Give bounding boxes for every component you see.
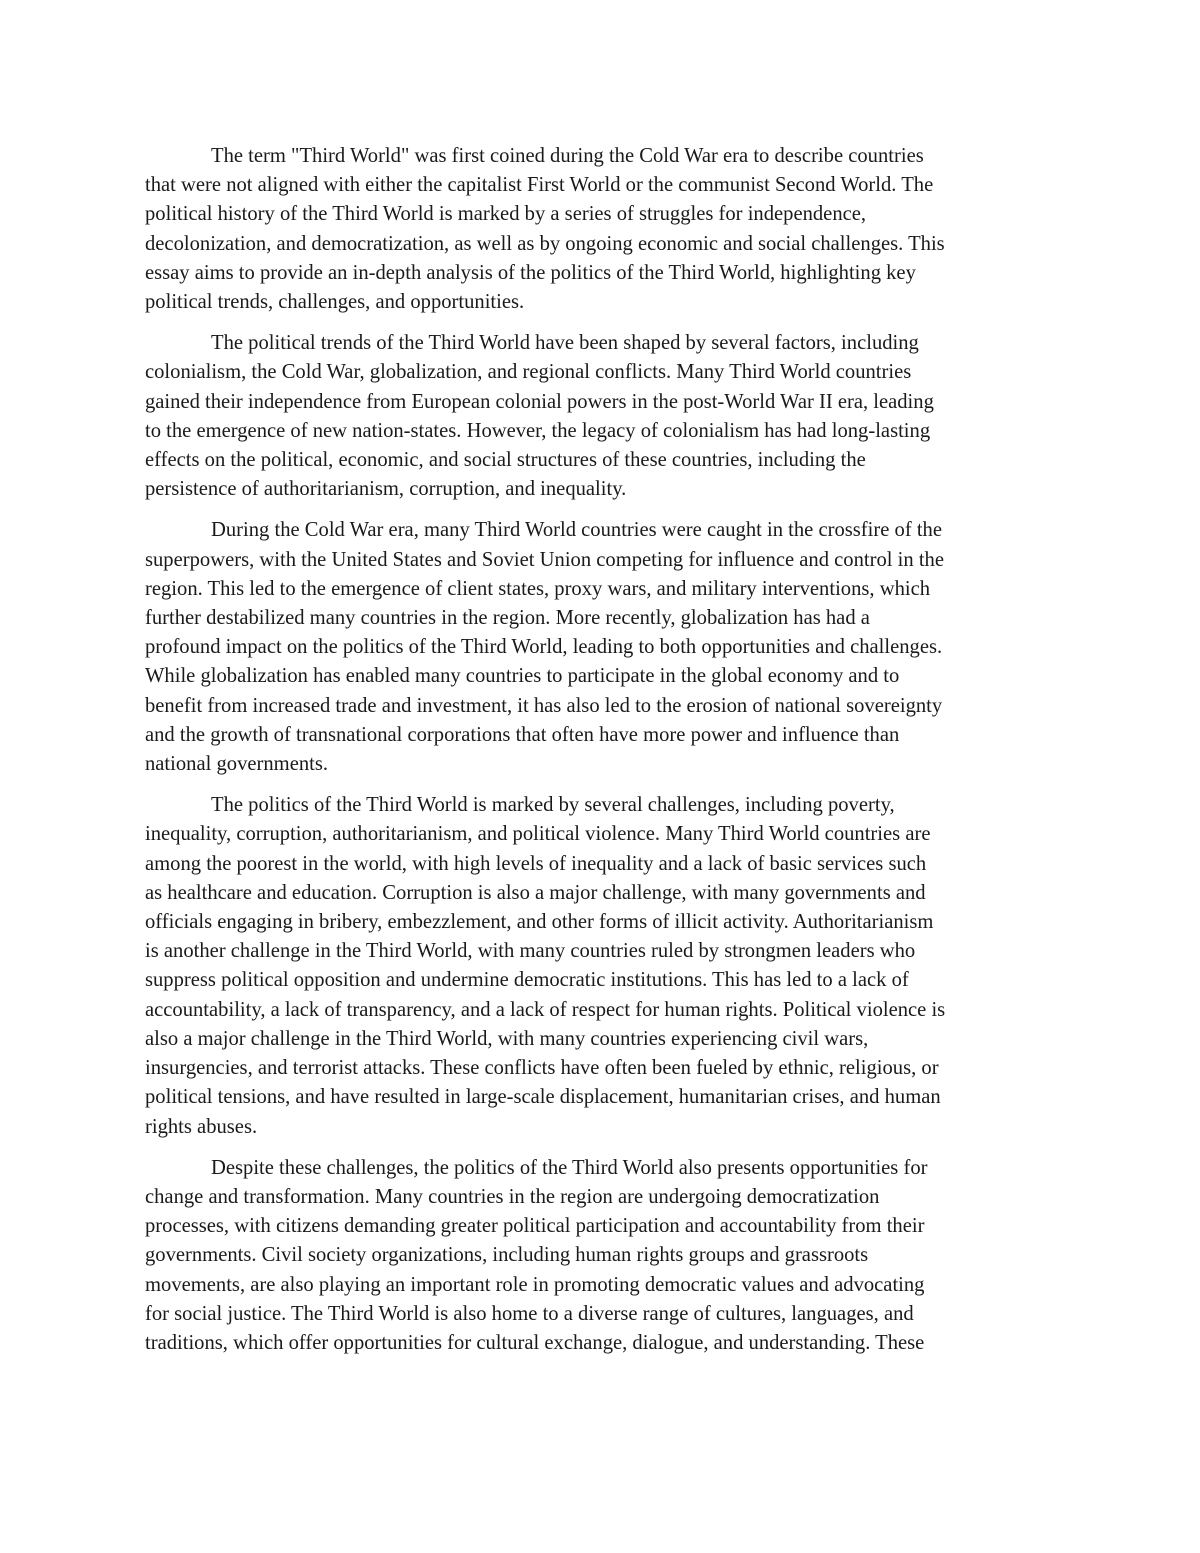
paragraph-5 [145,1154,1060,1358]
text-line: insurgencies, and terrorist attacks. These conflicts have often been fueled by ethnic, religious, or [145,1057,939,1080]
text-line: accountability, a lack of transparency, and a lack of respect for human rights. Political violence is [145,998,946,1021]
text-line: persistence of authoritarianism, corruption, and inequality. [145,478,627,501]
text-line: for social justice. The Third World is also home to a diverse range of cultures, languages, and [145,1302,914,1325]
text-line: as healthcare and education. Corruption is also a major challenge, with many governments and [145,881,926,904]
text-line: suppress political opposition and undermine democratic institutions. This has led to a lack of [145,969,909,992]
paragraph-4 [145,791,1060,1141]
text-line: decolonization, and democratization, as well as by ongoing economic and social challenges. This [145,232,945,255]
text-line: traditions, which offer opportunities for cultural exchange, dialogue, and understanding. These [145,1331,925,1354]
text-line: that were not aligned with either the capitalist First World or the communist Second World. The [145,174,934,197]
text-line: and the growth of transnational corporations that often have more power and influence than [145,723,900,746]
text-line: national governments. [145,753,329,776]
text-line: officials engaging in bribery, embezzlement, and other forms of illicit activity. Authoritarianism [145,911,934,934]
text-line: Despite these challenges, the politics of the Third World also presents opportunities for [211,1156,928,1179]
text-line: The political trends of the Third World have been shaped by several factors, including [211,332,919,355]
text-line: The term "Third World" was first coined during the Cold War era to describe countries [211,145,924,167]
text-line: rights abuses. [145,1115,258,1138]
text-line: During the Cold War era, many Third World countries were caught in the crossfire of the [211,519,942,542]
text-line: political trends, challenges, and opportunities. [145,291,525,314]
text-line: further destabilized many countries in the region. More recently, globalization has had a [145,607,870,630]
text-line: profound impact on the politics of the Third World, leading to both opportunities and challenges. [145,636,943,659]
text-line: among the poorest in the world, with high levels of inequality and a lack of basic services such [145,852,927,875]
text-line: political tensions, and have resulted in large-scale displacement, humanitarian crises, and human [145,1086,941,1109]
text-line: inequality, corruption, authoritarianism, and political violence. Many Third World countries are [145,823,931,846]
text-line: movements, are also playing an important role in promoting democratic values and advocating [145,1273,925,1296]
text-line: region. This led to the emergence of client states, proxy wars, and military interventions, which [145,577,931,600]
text-line: gained their independence from European colonial powers in the post-World War II era, leading [145,390,934,413]
text-line: is another challenge in the Third World, with many countries ruled by strongmen leaders who [145,940,916,963]
paragraph-3 [145,516,1060,779]
text-line: processes, with citizens demanding greater political participation and accountability from their [145,1215,925,1238]
paragraph-1 [145,142,1060,317]
text-line: governments. Civil society organizations, including human rights groups and grassroots [145,1244,869,1267]
text-line: The politics of the Third World is marked by several challenges, including poverty, [211,794,895,817]
text-line: benefit from increased trade and investment, it has also led to the erosion of national sovereignty [145,694,943,717]
text-line: change and transformation. Many countries in the region are undergoing democratization [145,1185,880,1208]
paragraph-2 [145,329,1060,504]
text-line: political history of the Third World is marked by a series of struggles for independence, [145,203,867,226]
text-line: effects on the political, economic, and social structures of these countries, including the [145,449,866,472]
text-line: colonialism, the Cold War, globalization, and regional conflicts. Many Third World countries [145,361,912,384]
text-line: essay aims to provide an in-depth analysis of the politics of the Third World, highlighting key [145,261,916,284]
document-body [145,142,1060,1370]
text-line: superpowers, with the United States and Soviet Union competing for influence and control in the [145,548,944,571]
text-line: While globalization has enabled many countries to participate in the global economy and to [145,665,900,688]
text-line: to the emergence of new nation-states. However, the legacy of colonialism has had long-lasting [145,419,931,442]
text-line: also a major challenge in the Third World, with many countries experiencing civil wars, [145,1027,869,1050]
